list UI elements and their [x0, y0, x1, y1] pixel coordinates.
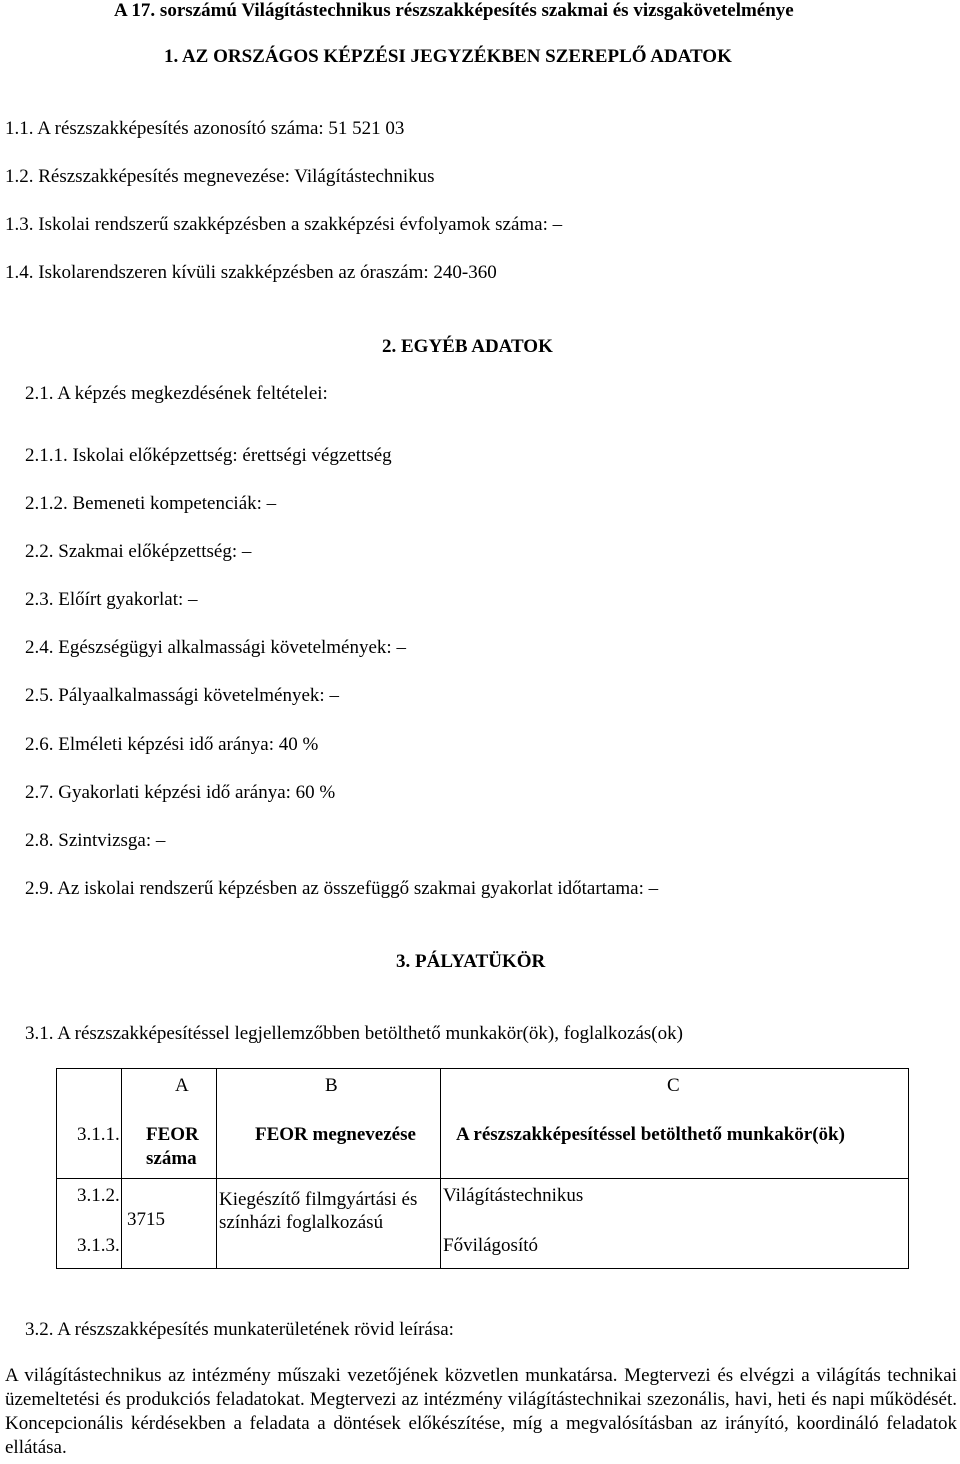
item-2-9: 2.9. Az iskolai rendszerű képzésben az összefüggő szakmai gyakorlat időtartama: – — [25, 878, 659, 899]
item-2-4: 2.4. Egészségügyi alkalmassági követelmények: – — [25, 637, 406, 658]
header-name-cell — [217, 1116, 441, 1179]
header-feor-label: FEOR — [146, 1123, 199, 1145]
item-2-6: 2.6. Elméleti képzési idő aránya: 40 % — [25, 734, 319, 755]
section-2-heading: 2. EGYÉB ADATOK — [382, 336, 553, 357]
item-2-1: 2.1. A képzés megkezdésének feltételei: — [25, 383, 328, 404]
row-number-3-1-3: 3.1.3. — [77, 1235, 120, 1256]
item-2-8: 2.8. Szintvizsga: – — [25, 830, 166, 851]
header-jobs-cell — [441, 1116, 909, 1179]
feor-name-line-1: Kiegészítő filmgyártási és — [219, 1189, 418, 1210]
item-1-3: 1.3. Iskolai rendszerű szakképzésben a szakképzési évfolyamok száma: – — [5, 214, 563, 235]
letter-cell-c — [441, 1069, 909, 1116]
feor-code-cell — [122, 1179, 217, 1269]
item-3-1: 3.1. A részszakképesítéssel legjellemzőbben betölthető munkakör(ök), foglalkozás(ok) — [25, 1023, 683, 1044]
table-header-row — [57, 1116, 909, 1179]
letter-cell-empty — [57, 1069, 122, 1116]
item-1-2: 1.2. Részszakképesítés megnevezése: Világítástechnikus — [5, 166, 435, 187]
job-fovilagosito: Fővilágosító — [443, 1235, 539, 1256]
item-1-4: 1.4. Iskolarendszeren kívüli szakképzésben az óraszám: 240-360 — [5, 262, 497, 283]
feor-code: 3715 — [127, 1209, 165, 1230]
column-letter-a: A — [175, 1075, 189, 1096]
header-feor-cell — [122, 1116, 217, 1179]
letter-cell-b — [217, 1069, 441, 1116]
header-jobs: A részszakképesítéssel betölthető munkakör(ök) — [456, 1123, 845, 1145]
jobs-cell — [441, 1179, 909, 1269]
section-1-heading: 1. AZ ORSZÁGOS KÉPZÉSI JEGYZÉKBEN SZEREPLŐ ADATOK — [164, 46, 732, 67]
row-number-3-1-2: 3.1.2. — [77, 1185, 120, 1206]
header-feor-name: FEOR megnevezése — [255, 1123, 416, 1145]
header-row-number: 3.1.1. — [77, 1123, 120, 1145]
column-letter-c: C — [667, 1075, 680, 1096]
table-letter-row — [57, 1069, 909, 1116]
work-area-description: A világítástechnikus az intézmény műszaki vezetőjének közvetlen munkatársa. Megtervezi és elvégzi a világítás technikai üzemeltetési és produkciós feladatokat. Megtervezi az intézmény világítástechnikai szezonális, havi, heti és napi működését. Koncepcionális kérdésekben a feladata a döntések előkészítése, míg a megvalósításban az irányító, koordináló feladatok ellátása. — [5, 1365, 957, 1458]
row-num-cell — [57, 1179, 122, 1269]
item-2-1-1: 2.1.1. Iskolai előképzettség: érettségi végzettség — [25, 445, 392, 466]
item-2-7: 2.7. Gyakorlati képzési idő aránya: 60 % — [25, 782, 336, 803]
job-vilagitastechnikus: Világítástechnikus — [443, 1185, 584, 1206]
table-data-row — [57, 1179, 909, 1269]
document-title: A 17. sorszámú Világítástechnikus részszakképesítés szakmai és vizsgakövetelménye — [114, 0, 794, 21]
feor-table — [56, 1068, 909, 1269]
section-3-heading: 3. PÁLYATÜKÖR — [396, 951, 546, 972]
feor-name-line-2: színházi foglalkozású — [219, 1212, 384, 1233]
header-feor-label-2: száma — [146, 1147, 197, 1169]
item-1-1: 1.1. A részszakképesítés azonosító száma: 51 521 03 — [5, 118, 405, 139]
column-letter-b: B — [325, 1075, 338, 1096]
item-2-2: 2.2. Szakmai előképzettség: – — [25, 541, 252, 562]
item-2-3: 2.3. Előírt gyakorlat: – — [25, 589, 198, 610]
item-2-5: 2.5. Pályaalkalmassági követelmények: – — [25, 685, 339, 706]
item-3-2: 3.2. A részszakképesítés munkaterületének rövid leírása: — [25, 1319, 454, 1340]
item-2-1-2: 2.1.2. Bemeneti kompetenciák: – — [25, 493, 277, 514]
header-num-cell — [57, 1116, 122, 1179]
letter-cell-a — [122, 1069, 217, 1116]
feor-name-cell — [217, 1179, 441, 1269]
